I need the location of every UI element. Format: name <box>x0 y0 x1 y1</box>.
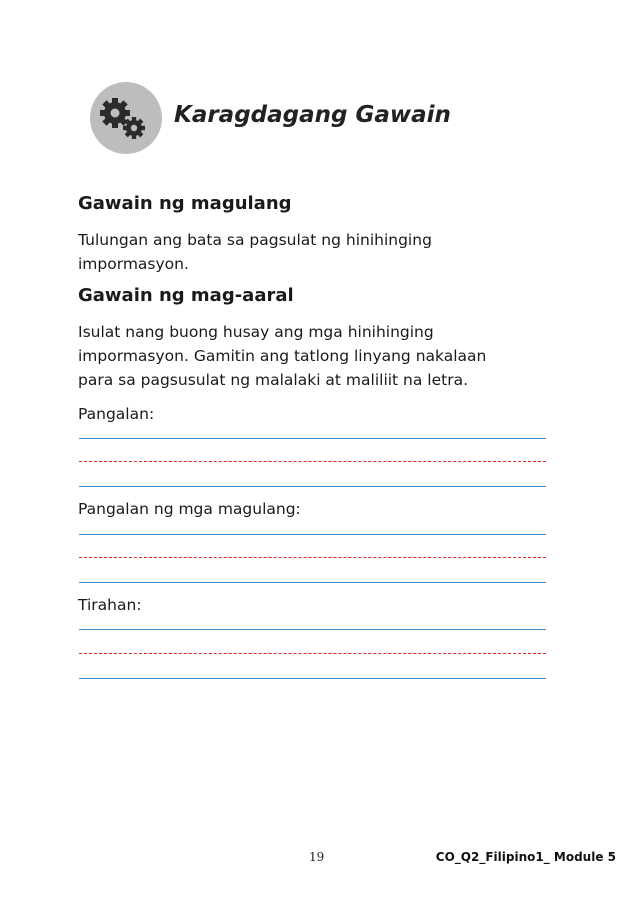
address-writing-line-bottom[interactable] <box>79 678 546 679</box>
name-field-label: Pangalan: <box>78 405 155 423</box>
student-section-title: Gawain ng mag-aaral <box>78 285 294 306</box>
parent-instructions-line: impormasyon. <box>78 255 189 273</box>
name-writing-line-top[interactable] <box>79 438 546 439</box>
name-writing-line-middle[interactable] <box>79 461 546 462</box>
parent-instructions <box>78 228 558 276</box>
address-field-label: Tirahan: <box>78 596 142 614</box>
parent-instructions-line: Tulungan ang bata sa pagsulat ng hinihinging <box>78 231 432 249</box>
parents-name-field-label: Pangalan ng mga magulang: <box>78 500 301 518</box>
student-instructions <box>78 320 558 392</box>
student-instructions-line: para sa pagsusulat ng malalaki at maliliit na letra. <box>78 371 469 389</box>
page-number: 19 <box>309 850 325 864</box>
address-writing-line-top[interactable] <box>79 629 546 630</box>
parents-writing-line-top[interactable] <box>79 534 546 535</box>
name-writing-line-bottom[interactable] <box>79 486 546 487</box>
address-writing-line-middle[interactable] <box>79 653 546 654</box>
module-code: CO_Q2_Filipino1_ Module 5 <box>435 850 616 864</box>
activity-title: Karagdagang Gawain <box>174 102 451 128</box>
student-instructions-line: Isulat nang buong husay ang mga hinihinging <box>78 323 434 341</box>
parent-section-title: Gawain ng magulang <box>78 193 292 214</box>
parents-writing-line-bottom[interactable] <box>79 582 546 583</box>
student-instructions-line: impormasyon. Gamitin ang tatlong linyang nakalaan <box>78 347 487 365</box>
parents-writing-line-middle[interactable] <box>79 557 546 558</box>
gears-icon <box>90 82 162 154</box>
